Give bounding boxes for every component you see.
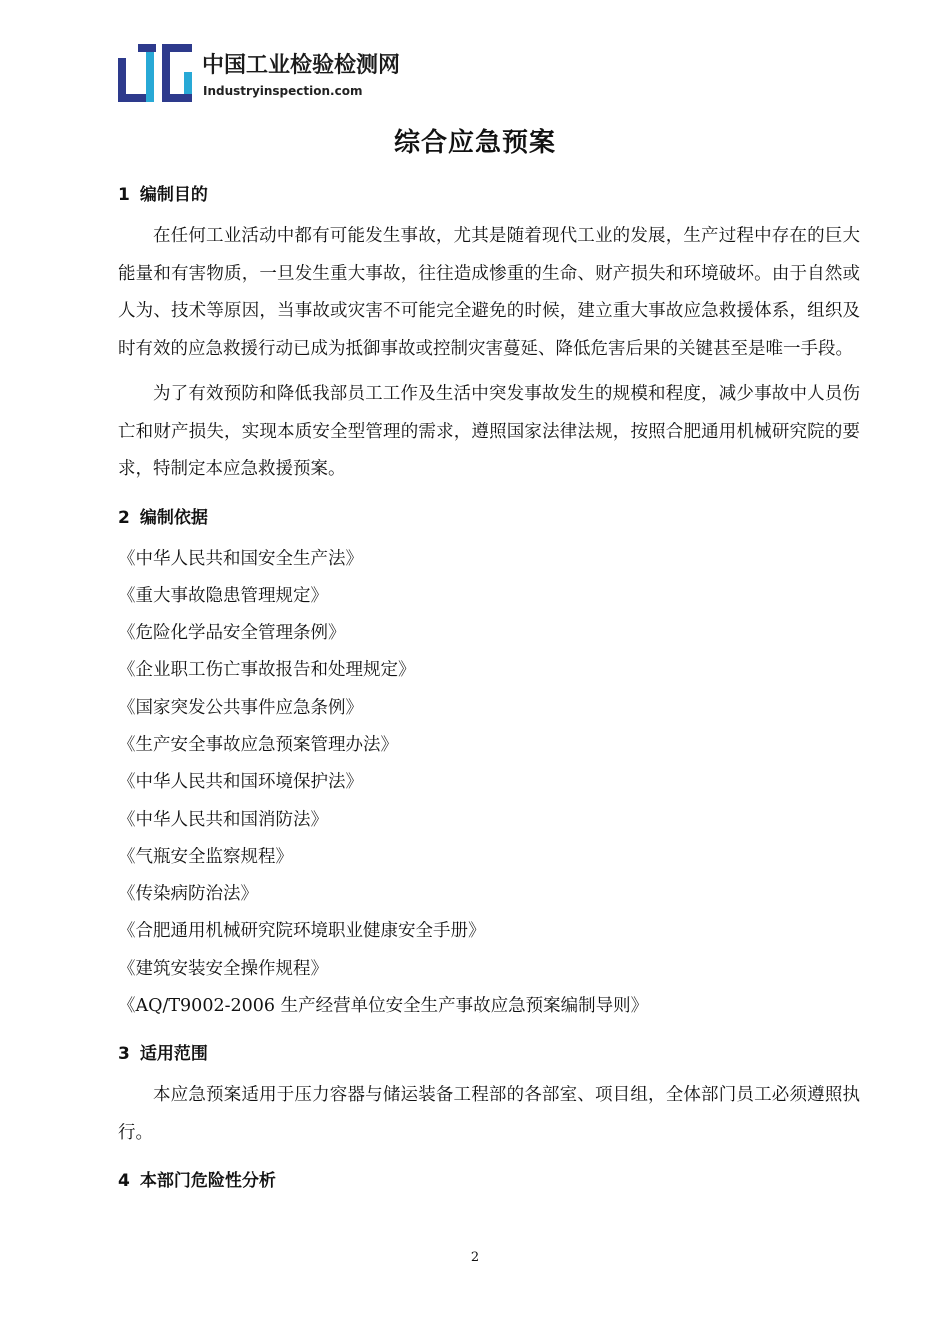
reference-item: 《中华人民共和国消防法》 [118,809,328,830]
logo-mark-icon [118,42,194,104]
section-number: 2 [118,507,130,528]
reference-item: 《合肥通用机械研究院环境职业健康安全手册》 [118,921,486,942]
paragraph: 本应急预案适用于压力容器与储运装备工程部的各部室、项目组，全体部门员工必须遵照执行。 [118,1085,860,1143]
section-title: 编制目的 [139,185,208,205]
section-title: 本部门危险性分析 [139,1171,276,1192]
reference-item: 《中华人民共和国环境保护法》 [118,772,363,793]
reference-item: 《重大事故隐患管理规定》 [118,585,328,606]
reference-list [118,541,860,1026]
section-heading-3 [118,1037,860,1071]
reference-item: 《国家突发公共事件应急条例》 [118,697,363,718]
section-number: 3 [118,1044,130,1065]
reference-item: 《企业职工伤亡事故报告和处理规定》 [118,660,416,681]
section-heading-4 [118,1164,860,1198]
section-title: 编制依据 [139,507,208,528]
paragraph: 在任何工业活动中都有可能发生事故，尤其是随着现代工业的发展，生产过程中存在的巨大能量和有害物质，一旦发生重大事故，往往造成惨重的生命、财产损失和环境破坏。由于自然或人为、技术等原因，当事故或灾害不可能完全避免的时候，建立重大事故应急救援体系，组织及时有效的应急救援行动已成为抵御事故或控制灾害蔓延、降低危害后果的关键甚至是唯一手段。 [118,226,860,359]
reference-item: 《传染病防治法》 [118,884,258,905]
section-heading-1 [118,178,860,212]
reference-item: 《危险化学品安全管理条例》 [118,623,346,644]
reference-item: 《气瓶安全监察规程》 [118,846,293,867]
paragraph: 为了有效预防和降低我部员工工作及生活中突发事故发生的规模和程度，减少事故中人员伤亡和财产损失，实现本质安全型管理的需求，遵照国家法律法规，按照合肥通用机械研究院的要求，特制定本应急救援预案。 [118,384,860,479]
site-logo [118,42,401,106]
section-title: 适用范围 [139,1044,208,1065]
reference-item: 《建筑安装安全操作规程》 [118,958,328,979]
page-number: 2 [470,1250,480,1265]
reference-item: 《中华人民共和国安全生产法》 [118,548,363,569]
logo-english-domain: Industryinspection.com [203,84,363,98]
document-body [118,178,860,1198]
reference-item: 《生产安全事故应急预案管理办法》 [118,734,398,755]
reference-item: 《AQ/T9002-2006 生产经营单位安全生产事故应急预案编制导则》 [118,996,649,1017]
section-heading-2 [118,501,860,535]
logo-chinese-name: 中国工业检验检测网 [202,53,401,78]
document-title: 综合应急预案 [393,128,556,158]
section-number: 1 [118,185,130,205]
section-number: 4 [118,1171,130,1192]
